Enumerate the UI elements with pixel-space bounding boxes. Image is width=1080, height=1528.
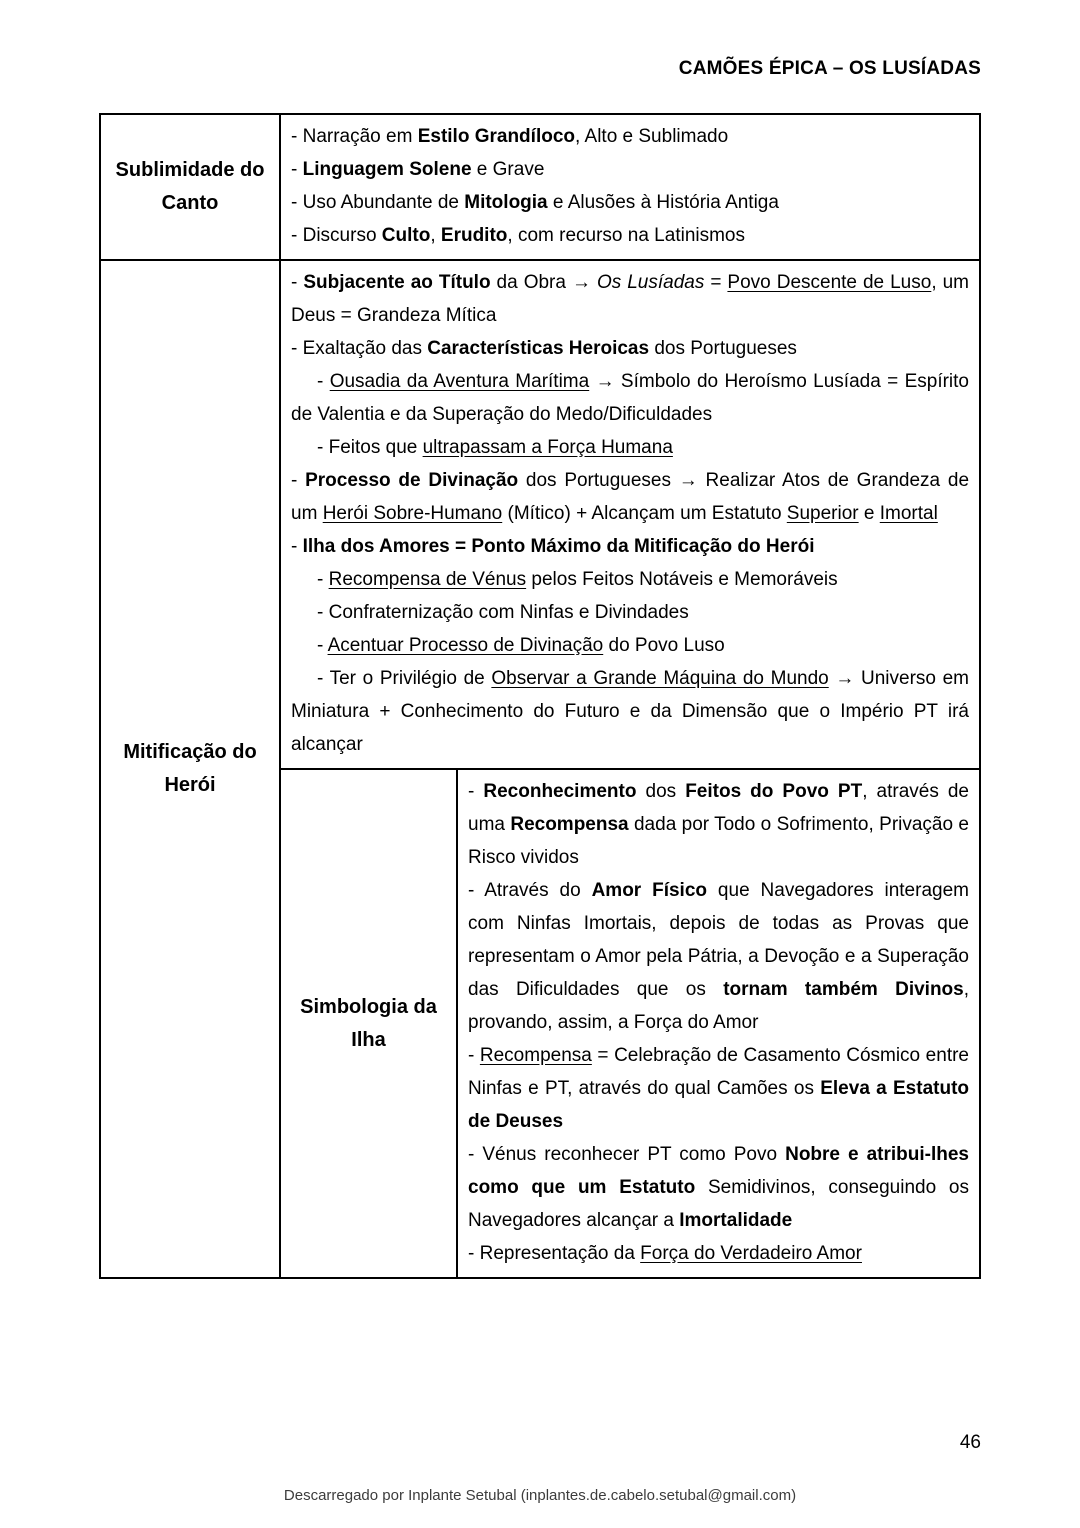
text-line: - Reconhecimento dos Feitos do Povo PT, através de uma Recompensa dada por Todo o Sofrimento, Privação e Risco vividos [468,781,969,868]
text-line: - Uso Abundante de Mitologia e Alusões à História Antiga [291,192,779,213]
text-line: - Exaltação das Características Heroicas dos Portugueses [291,338,797,359]
row-title-sublimidade-do-canto: Sublimidade do Canto [101,115,281,259]
page-number: 46 [959,1432,981,1453]
download-footer-text: Descarregado por Inplante Setubal (inplantes.de.cabelo.setubal@gmail.com) [283,1487,797,1504]
table-row-sublimidade [101,115,979,259]
row-title-mitificacao-do-heroi: Mitificação do Herói [101,261,281,1277]
text-line: - Ilha dos Amores = Ponto Máximo da Mitificação do Herói [291,536,815,557]
text-line: - Confraternização com Ninfas e Divindades [317,602,689,623]
text-line: - Recompensa = Celebração de Casamento Cósmico entre Ninfas e PT, através do qual Camões os Eleva a Estatuto de Deuses [468,1045,969,1132]
page-header-title: CAMÕES ÉPICA – OS LUSÍADAS [678,58,981,79]
table-row-mitificacao [101,259,979,1277]
subrow-content-simbologia [458,770,979,1277]
text-line: - Feitos que ultrapassam a Força Humana [317,437,673,458]
row-content-mitificacao [281,261,979,1277]
text-line: - Discurso Culto, Erudito, com recurso na Latinismos [291,225,745,246]
text-line: - Narração em Estilo Grandíloco, Alto e Sublimado [291,126,729,147]
subrow-title-simbologia-da-ilha: Simbologia da Ilha [281,770,458,1277]
text-line: - Processo de Divinação dos Portugueses → Realizar Atos de Grandeza de um Herói Sobre-Humano (Mítico) + Alcançam um Estatuto Superior e Imortal [291,470,970,524]
mitificacao-intro-text [281,261,979,768]
text-line: - Linguagem Solene e Grave [291,159,545,180]
text-line: - Através do Amor Físico que Navegadores interagem com Ninfas Imortais, depois de todas as Provas que representam o Amor pela Pátria, a Devoção e a Superação das Dificuldades que os tornam também Divinos, provando, assim, a Força do Amor [468,880,970,1033]
text-line: - Acentuar Processo de Divinação do Povo Luso [317,635,725,656]
text-line: - Representação da Força do Verdadeiro Amor [468,1243,862,1264]
text-line: - Ousadia da Aventura Marítima → Símbolo do Heroísmo Lusíada = Espírito de Valentia e da Superação do Medo/Dificuldades [291,371,969,425]
row-content-sublimidade [281,115,979,259]
text-line: - Recompensa de Vénus pelos Feitos Notáveis e Memoráveis [317,569,838,590]
text-line: - Vénus reconhecer PT como Povo Nobre e atribui-lhes como que um Estatuto Semidivinos, conseguindo os Navegadores alcançar a Imortalidade [468,1144,969,1231]
text-line: - Ter o Privilégio de Observar a Grande Máquina do Mundo → Universo em Miniatura + Conhecimento do Futuro e da Dimensão que o Império PT irá alcançar [291,668,969,755]
subtable-row-simbologia [281,768,979,1277]
notes-table [99,113,981,1279]
text-line: - Subjacente ao Título da Obra → Os Lusíadas = Povo Descente de Luso, um Deus = Grandeza Mítica [291,272,969,326]
